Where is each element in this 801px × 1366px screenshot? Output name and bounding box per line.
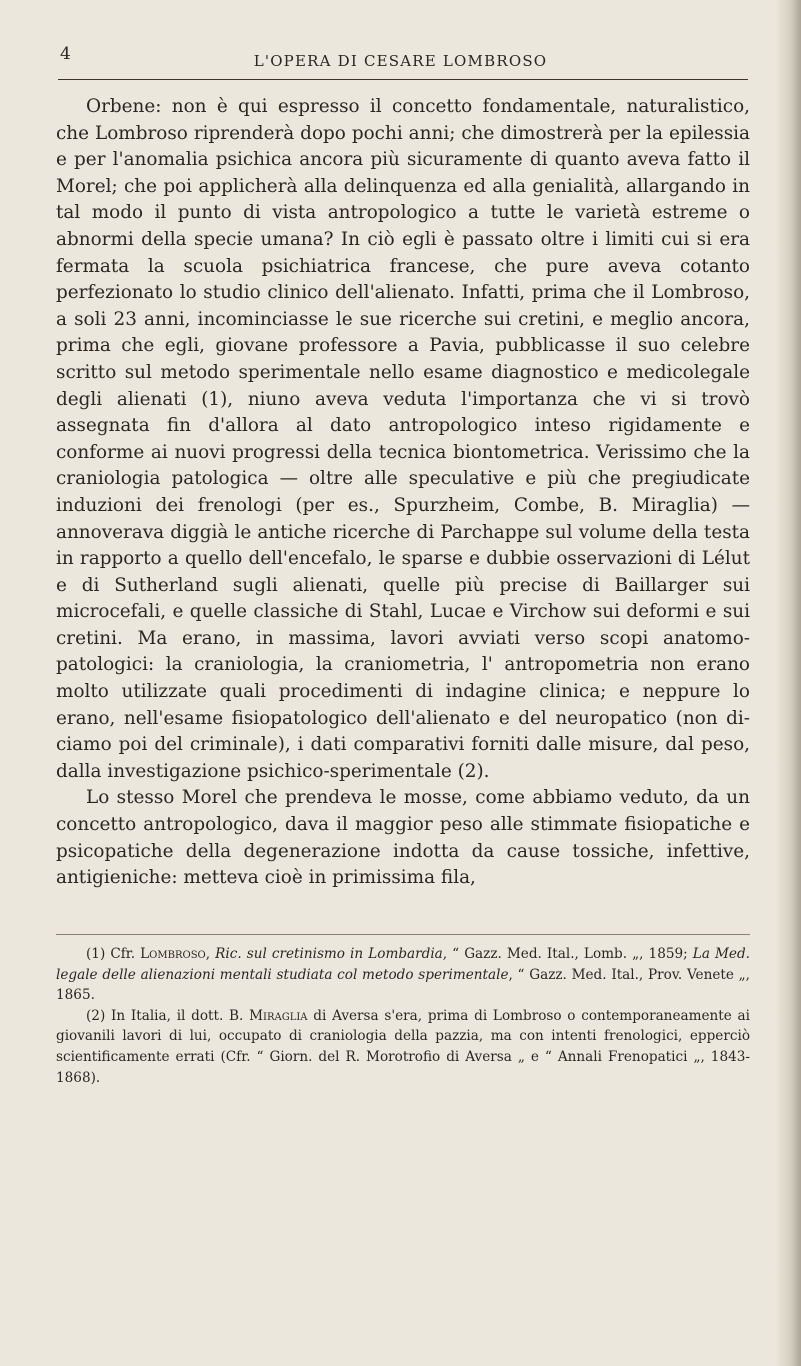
page-number: 4 bbox=[60, 44, 72, 64]
running-head: L'OPERA DI CESARE LOMBROSO bbox=[253, 52, 548, 70]
footnote-1-title-1: Ric. sul cretinismo in Lombardia bbox=[215, 946, 443, 962]
page-edge-shadow bbox=[775, 0, 801, 1366]
main-text bbox=[56, 94, 750, 892]
footnote-1-title-2: La Med. legale delle alienazioni mentali studiata col metodo sperimentale bbox=[56, 946, 750, 983]
footnote-1-sep: , bbox=[205, 946, 216, 962]
footnote-1-citation-2: , “ Gazz. Med. Ital., Prov. Venete „, 1865. bbox=[56, 966, 750, 1004]
footnote-separator bbox=[56, 934, 750, 935]
footnotes bbox=[56, 944, 750, 1088]
footnote-2-text: di Aversa s'era, prima di Lombroso o contemporaneamente ai giovanili lavori di lui, occupato di craniologia della pazzia, ma con intenti frenologici, epperciò scientificamente errati (Cfr. “ Giorn. del R. Morotrofio di Aversa „ e “ Annali Frenopatici „, 1843-1868). bbox=[56, 1007, 750, 1086]
footnote-2-marker: (2) In Italia, il dott. B. bbox=[86, 1007, 250, 1024]
footnote-1 bbox=[56, 944, 750, 1006]
footnote-2 bbox=[56, 1006, 750, 1088]
footnote-1-author: Lombroso bbox=[140, 946, 206, 962]
footnote-1-citation-1: , “ Gazz. Med. Ital., Lomb. „, 1859; bbox=[442, 946, 693, 962]
footnote-2-author: Miraglia bbox=[249, 1007, 308, 1024]
body-paragraph: Lo stesso Morel che prendeva le mosse, come abbiamo veduto, da un concetto antropologico, dava il maggior peso alle stimmate fisiopatiche e psicopatiche della degenerazione indotta da cause tossiche, infettive, antigieniche: metteva cioè in primissima fila, bbox=[56, 787, 750, 889]
footnote-1-marker: (1) Cfr. bbox=[86, 946, 141, 962]
header-rule bbox=[58, 79, 748, 80]
body-paragraph: Orbene: non è qui espresso il concetto fondamentale, naturalistico, che Lombroso riprenderà dopo pochi anni; che dimostrerà per la epilessia e per l'anomalia psichica ancora più sicuramente di quanto aveva fatto il Morel; che poi applicherà alla delinquenza ed alla genialità, allargando in tal modo il punto di vista antropologico a tutte le varietà estreme o abnormi della specie umana? In ciò egli è passato oltre i limiti cui si era fermata la scuola psichiatrica francese, che pure aveva cotanto perfezionato lo studio clinico dell'alienato. Infatti, prima che il Lombroso, a soli 23 anni, incominciasse le sue ricerche sui cretini, e meglio ancora, prima che egli, giovane professore a Pavia, pubblicasse il suo celebre scritto sul metodo sperimentale nello esame diagnostico e medicolegale degli alienati (1), niuno aveva veduta l'importanza che vi si trovò assegnata fin d'allora al dato antropologico inteso rigidamente e conforme ai nuovi progressi della tecnica biontometrica. Verissimo che la craniologia patologica — oltre alle speculative e più che pregiudicate induzioni dei frenologi (per es., Spurzheim, Combe, B. Miraglia) — annoverava diggià le antiche ricerche di Parchappe sul volume della testa in rapporto a quello dell'encefalo, le sparse e dubbie osservazioni di Lélut e di Sutherland sugli alienati, quelle più precise di Baillarger sui microcefali, e quelle classiche di Stahl, Lucae e Virchow sui deformi e sui cretini. Ma erano, in massima, lavori avviati verso scopi anatomo-patologici: la craniologia, la craniometria, l' antropometria non erano molto utilizzate quali procedimenti di indagine clinica; e neppure lo erano, nell'esame fisiopatologico dell'alienato e del neuropatico (non diciamo poi del criminale), i dati comparativi forniti dalle misure, dal peso, dalla investigazione psichico-sperimentale (2). bbox=[56, 96, 750, 782]
